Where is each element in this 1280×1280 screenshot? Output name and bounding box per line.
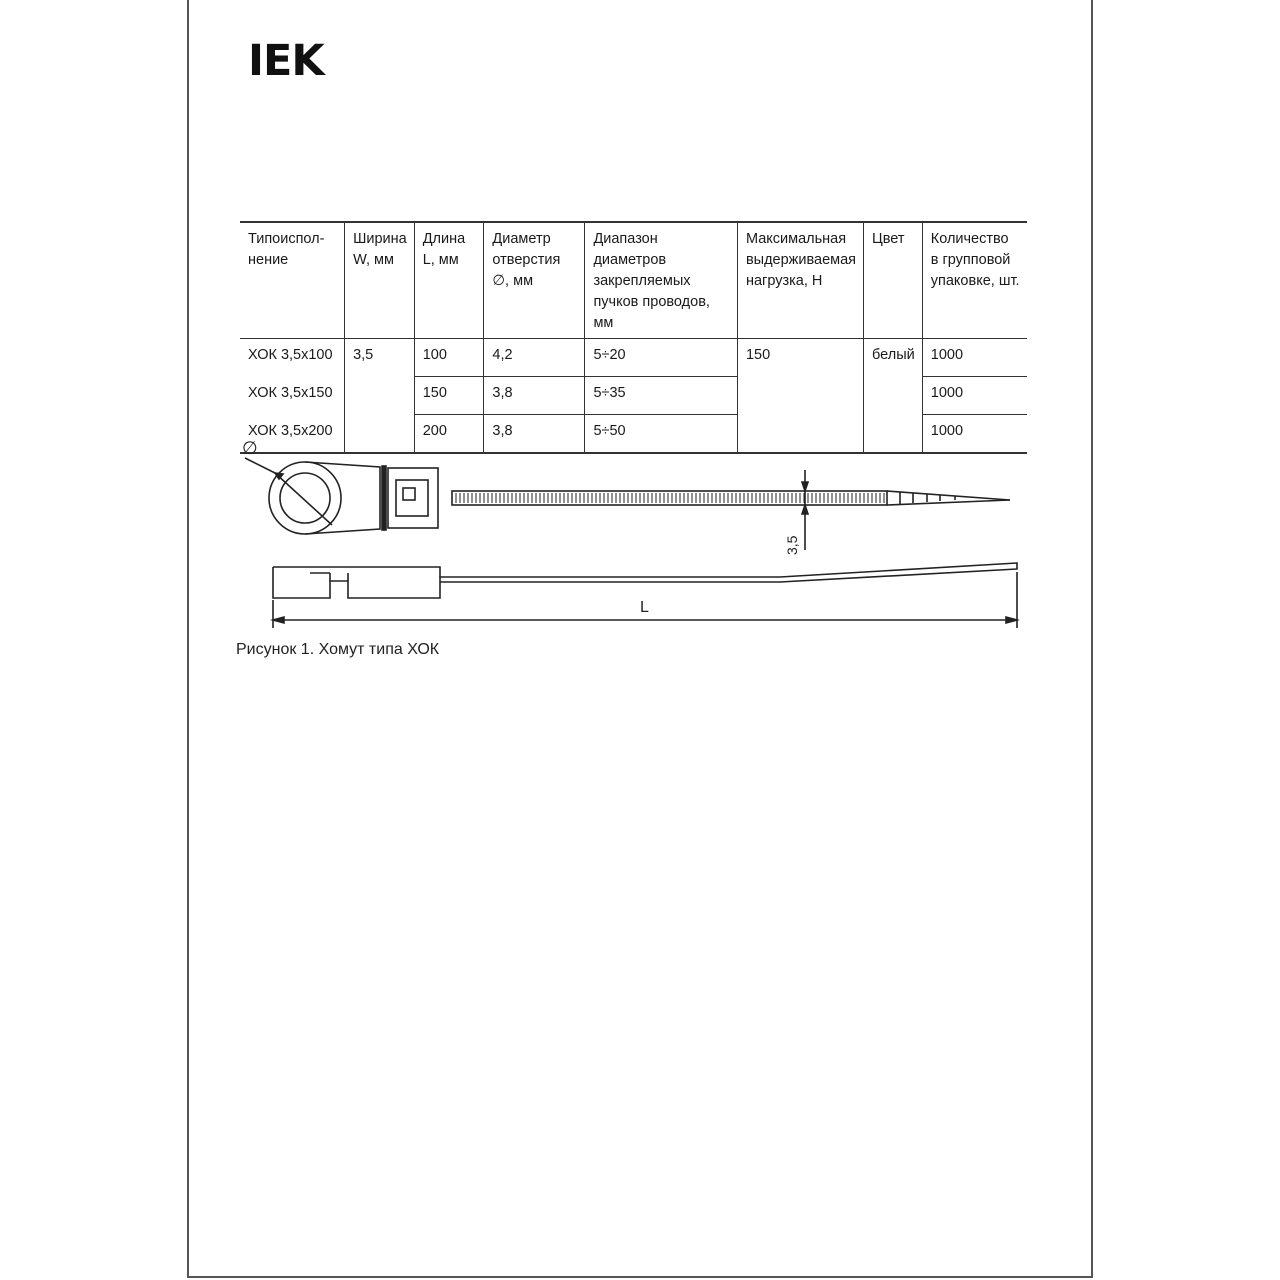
- cell-hole: 3,8: [484, 415, 585, 454]
- cell-length: 200: [414, 415, 484, 454]
- cell-type: ХОК 3,5х100: [248, 347, 333, 363]
- tie-head-top-view: [269, 462, 438, 534]
- spec-table: [240, 221, 1027, 454]
- cell-range: 5÷50: [585, 415, 738, 454]
- header-length: Длина L, мм: [414, 222, 484, 339]
- cell-color: белый: [864, 339, 923, 454]
- cell-qty: 1000: [922, 377, 1027, 415]
- table-row: [240, 339, 1027, 377]
- cell-hole: 3,8: [484, 377, 585, 415]
- diameter-symbol: ∅: [242, 438, 258, 458]
- cell-range: 5÷20: [585, 339, 738, 377]
- document-sheet: [187, 0, 1093, 1278]
- header-type: Типоиспол- нение: [248, 231, 325, 268]
- length-dim-label: L: [640, 599, 649, 616]
- cell-range: 5÷35: [585, 377, 738, 415]
- cell-qty: 1000: [922, 415, 1027, 454]
- header-quantity: Количество в групповой упаковке, шт.: [922, 222, 1027, 339]
- table-header-row: [240, 222, 1027, 339]
- cell-length: 150: [414, 377, 484, 415]
- tie-side-view: [273, 563, 1017, 598]
- header-color: Цвет: [864, 222, 923, 339]
- figure-caption: Рисунок 1. Хомут типа ХОК: [236, 641, 440, 658]
- header-max-load: Максимальная выдерживаемая нагрузка, Н: [737, 222, 863, 339]
- iek-logo: IEK: [248, 36, 324, 86]
- header-hole-diameter: Диаметр отверстия ∅, мм: [484, 222, 585, 339]
- cell-hole: 4,2: [484, 339, 585, 377]
- cell-type: ХОК 3,5х150: [248, 384, 333, 401]
- cable-tie-drawing: [220, 430, 1030, 635]
- header-width: Ширина W, мм: [345, 222, 415, 339]
- tie-band-top-view: [452, 491, 1010, 505]
- cell-qty: 1000: [922, 339, 1027, 377]
- cell-width: 3,5: [345, 339, 415, 454]
- length-dimension: [273, 572, 1017, 628]
- cell-length: 100: [414, 339, 484, 377]
- cell-type: ХОК 3,5х200: [248, 422, 333, 439]
- header-bundle-range: Диапазон диаметров закрепляемых пучков проводов, мм: [585, 222, 738, 339]
- width-dim-label: 3,5: [784, 535, 800, 555]
- cell-load: 150: [737, 339, 863, 454]
- width-dimension: [784, 470, 808, 555]
